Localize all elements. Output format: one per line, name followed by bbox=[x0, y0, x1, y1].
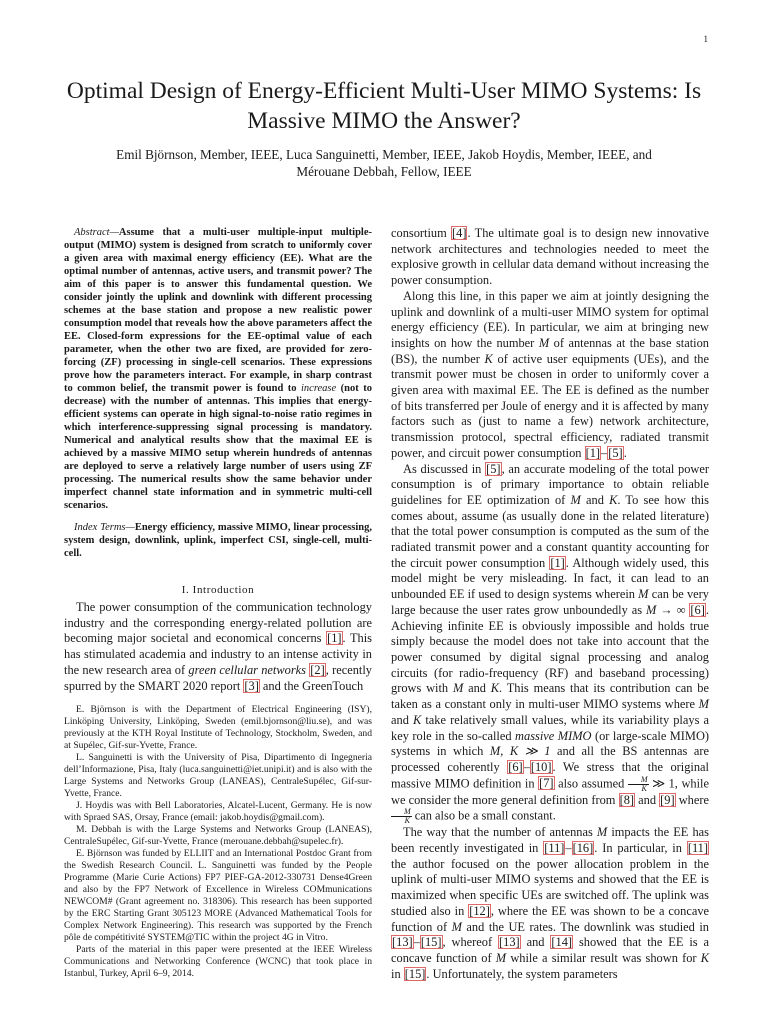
citation-link[interactable]: [6] bbox=[508, 759, 523, 774]
footnote: E. Björnson was funded by ELLIIT and an International Postdoc Grant from the Swedish Research Council. L. Sanguinetti was funded by the People Programme (Marie Curie Actions) FP7 PIEF-GA-2012-330731 Dense4Green and also by the FP7 Network of Excellence in Wireless COMmunications NEWCOM# (Grant agreement no. 318306). This research has been supported by the ERC Starting Grant 305123 MORE (Advanced Mathematical Tools for Complex Network Engineering). This research was supported by the French pôle de compétitivité SYSTEM@TIC within the project 4G in Vitro. bbox=[64, 848, 372, 944]
text-run: . This has stimulated academia and industry to an intense activity in the new research area of bbox=[64, 631, 372, 677]
text-run: of active user equipments (UEs), and the transmit power must be chosen in order to uniformly cover a given area with maximal EE. The EE is defined as the number of bits transferred per Joule of energy and it is affected by many factors such as (just to name a few) network architecture, transmission protocol, spectral efficiency, radiated transmit power, and circuit power consumption bbox=[391, 351, 709, 460]
abstract-text: Assume that a multi-user multiple-input multiple-output (MIMO) system is designed from scratch to uniformly cover a given area with maximal energy efficiency (EE). What are the optimal number of antennas, active users, and transmit power? The aim of this paper is to answer this fundamental question. We consider jointly the uplink and downlink with different processing schemes at the base station and propose a new realistic power consumption model that reveals how the above parameters affect the EE. Closed-form expressions for the EE-optimal value of each parameter, when the other two are fixed, are provided for zero-forcing (ZF) processing in single-cell scenarios. These expressions prove how the parameters interact. For example, in sharp contrast to common belief, the transmit power is found to bbox=[64, 227, 372, 394]
citation-link[interactable]: [5] bbox=[608, 445, 623, 460]
citation-link[interactable]: [15] bbox=[420, 935, 442, 950]
text-run: also assumed bbox=[554, 775, 628, 790]
footnote: L. Sanguinetti is with the University of Pisa, Dipartimento di Ingegneria dell’Informazione, Pisa, Italy (luca.sanguinetti@iet.unipi.it) and is also with the Large Systems and Networks Group (LANEAS), CentraleSupélec, Gif-sur-Yvette, France. bbox=[64, 752, 372, 800]
citation-link[interactable]: [8] bbox=[619, 792, 635, 807]
text-run: . Although widely used, this model might be very misleading. In fact, it can lead to an unbounded EE if used to design systems wherein bbox=[391, 555, 709, 602]
citation-link[interactable]: [16] bbox=[572, 841, 594, 856]
math-symbol: M bbox=[538, 335, 550, 350]
footnote: J. Hoydis was with Bell Laboratories, Alcatel-Lucent, Germany. He is now with Spraed SAS, Orsay, France (email: jakob.hoydis@gmail.com). bbox=[64, 800, 372, 824]
footnotes bbox=[64, 704, 372, 980]
abstract bbox=[64, 226, 372, 512]
index-terms-text: Energy efficiency, massive MIMO, linear processing, system design, downlink, uplink, imperfect CSI, single-cell, multi-cell. bbox=[64, 522, 372, 559]
fraction-numerator: M bbox=[628, 776, 649, 785]
text-run: can be very large because the user rates grow unboundedly as bbox=[391, 587, 709, 617]
text-run: . bbox=[623, 445, 627, 460]
index-terms-label: Index Terms— bbox=[74, 522, 135, 533]
citation-link[interactable]: [9] bbox=[660, 792, 675, 807]
intro-paragraph bbox=[64, 600, 372, 694]
text-run: . In particular, in bbox=[594, 841, 687, 856]
math-symbol: M bbox=[638, 587, 649, 602]
text-run: and bbox=[520, 935, 551, 950]
footnote: E. Björnson is with the Department of Electrical Engineering (ISY), Linköping University, Linköping, Sweden (emil.bjornson@liu.se), and was previously at the KTH Royal Institute of Technology, Stockholm, Sweden, and at Supélec, Gif-sur-Yvette, France. bbox=[64, 704, 372, 752]
citation-link[interactable]: [13] bbox=[392, 935, 413, 950]
paper-title: Optimal Design of Energy-Efficient Multi-User MIMO Systems: Is Massive MIMO the Answer? bbox=[66, 78, 702, 134]
math-symbol: K bbox=[413, 712, 422, 727]
text-run: can also be a small constant. bbox=[411, 808, 556, 823]
citation-link[interactable]: [1] bbox=[550, 555, 565, 570]
body-paragraph bbox=[391, 825, 709, 982]
text-run: the author focused on the power allocation problem in the uplink of multi-user MIMO systems and showed that the EE is maximized when specific UEs are switched off. The uplink was studied also in bbox=[391, 856, 709, 918]
text-run: Along this line, in this paper we aim at jointly designing the uplink and downlink of a multi-user MIMO system for optimal energy efficiency (EE). In particular, we aim at bringing new insights on how the number bbox=[391, 288, 709, 350]
citation-link[interactable]: [15] bbox=[404, 966, 426, 981]
text-run: The way that the number of antennas bbox=[403, 825, 597, 840]
math-symbol: M bbox=[451, 919, 462, 934]
text-run: – bbox=[413, 935, 420, 950]
math-symbol: K bbox=[700, 950, 709, 965]
author-line-2: Mérouane Debbah, Fellow, IEEE bbox=[296, 164, 472, 179]
text-run: As discussed in bbox=[403, 461, 486, 476]
math-expression: M → ∞ bbox=[646, 602, 686, 617]
citation-link[interactable]: [2] bbox=[310, 662, 325, 677]
math-symbol: M bbox=[570, 492, 581, 507]
fraction bbox=[628, 776, 649, 793]
text-run: . This means that its contribution can be taken as a constant only in multi-user MIMO systems where bbox=[391, 681, 710, 712]
body-paragraph bbox=[391, 289, 709, 462]
text-run: consortium bbox=[391, 226, 452, 240]
text-run: and the UE rates. The downlink was studied in bbox=[461, 919, 709, 934]
abstract-label: Abstract— bbox=[74, 227, 119, 238]
text-run: (or large-scale MIMO) systems in which bbox=[391, 728, 710, 759]
math-symbol: M bbox=[495, 950, 507, 965]
citation-link[interactable]: [14] bbox=[551, 935, 573, 950]
text-run: impacts the EE has been recently investigated in bbox=[391, 825, 709, 856]
text-run: , whereof bbox=[442, 935, 499, 950]
fraction-denominator: K bbox=[641, 783, 647, 793]
text-run: , recently spurred by the SMART 2020 report bbox=[64, 662, 372, 693]
math-expression: M, K ≫ 1 bbox=[489, 744, 551, 759]
math-symbol: M bbox=[452, 681, 464, 696]
text-run: . Achieving infinite EE is obviously impossible and holds true simply because the model does not take into account that the power consumed by digital signal processing and analog circuits (for radio-frequency (RF) and baseband processing) grows with bbox=[391, 602, 709, 696]
math-symbol: K bbox=[609, 492, 618, 507]
text-run: – bbox=[523, 759, 530, 774]
abstract-text-2: (not to decrease) with the number of antennas. This implies that energy-efficient systems can operate in high signal-to-noise ratio regimes in which interference-suppressing signal processing is mandatory. Numerical and analytical results show that the maximal EE is achieved by a massive MIMO setup wherein hundreds of antennas are deployed to serve a relatively large number of users using ZF processing. The numerical results show the same behavior under imperfect channel state information and in symmetric multi-cell scenarios. bbox=[64, 383, 372, 511]
text-run: and bbox=[580, 492, 610, 507]
page-number: 1 bbox=[703, 34, 708, 44]
math-symbol: M bbox=[698, 697, 709, 712]
emphasis: green cellular networks bbox=[188, 662, 306, 677]
left-column bbox=[64, 226, 372, 980]
author-list bbox=[60, 146, 708, 180]
abstract-emphasis: increase bbox=[301, 383, 337, 394]
body-paragraph bbox=[391, 226, 709, 289]
citation-link[interactable]: [10] bbox=[530, 759, 552, 774]
citation-link[interactable]: [1] bbox=[585, 445, 601, 460]
author-line-1: Emil Björnson, Member, IEEE, Luca Sanguinetti, Member, IEEE, Jakob Hoydis, Member, IEEE, and bbox=[116, 147, 652, 162]
citation-link[interactable]: [3] bbox=[244, 678, 259, 693]
citation-link[interactable]: [11] bbox=[687, 841, 708, 856]
fraction-numerator: M bbox=[391, 808, 412, 817]
text-run: and all the BS antennas are processed coherently bbox=[391, 744, 709, 774]
text-run: – bbox=[565, 841, 572, 856]
text-run: in bbox=[391, 966, 404, 981]
text-run: . To see how this comes about, assume (as usually done in the related literature) that the total power consumption is computed as the sum of the radiated transmit power and a constant quantity accounting for the circuit power consumption bbox=[391, 492, 709, 570]
text-run: and the GreenTouch bbox=[259, 678, 364, 693]
footnote: M. Debbah is with the Large Systems and Networks Group (LANEAS), CentraleSupélec, Gif-sur-Yvette, France (merouane.debbah@supelec.fr). bbox=[64, 824, 372, 848]
footnote: Parts of the material in this paper were presented at the IEEE Wireless Communications and Networking Conference (WCNC) that took place in Istanbul, Turkey, April 6–9, 2014. bbox=[64, 944, 372, 980]
text-run: . Unfortunately, the system parameters bbox=[426, 966, 618, 981]
fraction-denominator: K bbox=[404, 816, 410, 826]
text-run: , where the EE was shown to be a concave function of bbox=[391, 903, 710, 934]
citation-link[interactable]: [7] bbox=[539, 775, 554, 790]
citation-link[interactable]: [12] bbox=[469, 903, 490, 918]
text-run: showed that the EE is a concave function of bbox=[391, 935, 709, 965]
text-run: ≫ 1, while we consider the more general definition from bbox=[391, 775, 709, 807]
citation-link[interactable]: [5] bbox=[486, 461, 501, 476]
citation-link[interactable]: [11] bbox=[544, 841, 565, 856]
section-heading-introduction: I. Introduction bbox=[181, 584, 255, 596]
body-paragraph bbox=[391, 462, 709, 826]
text-run: of antennas at the base station (BS), the number bbox=[391, 335, 709, 366]
citation-link[interactable]: [1] bbox=[327, 631, 342, 646]
text-run: where bbox=[675, 792, 709, 807]
math-symbol: K bbox=[490, 681, 500, 696]
text-run: . The ultimate goal is to design new innovative network architectures and technologies needed to meet the explosive growth in cellular data demand without increasing the power consumption. bbox=[391, 226, 709, 288]
text-run: and bbox=[391, 712, 413, 727]
citation-link[interactable]: [6] bbox=[690, 602, 705, 617]
text-run: . We stress that the original massive MIMO definition in bbox=[391, 759, 710, 790]
right-column bbox=[391, 226, 709, 982]
fraction bbox=[391, 808, 412, 825]
text-run: The power consumption of the communication technology industry and the corresponding energy-related pollution are becoming major societal and economical concerns bbox=[64, 600, 372, 646]
text-run: take relatively small values, while its variability plays a key role in the so-called bbox=[391, 712, 709, 743]
text-run: – bbox=[601, 445, 608, 460]
citation-link[interactable]: [13] bbox=[499, 935, 520, 950]
math-symbol: M bbox=[596, 825, 608, 840]
text-run: while a similar result was shown for bbox=[506, 950, 701, 965]
emphasis: massive MIMO bbox=[515, 728, 592, 743]
index-terms bbox=[64, 521, 372, 560]
text-run: and bbox=[635, 792, 660, 807]
citation-link[interactable]: [4] bbox=[452, 226, 467, 240]
text-run: and bbox=[463, 681, 491, 696]
math-symbol: K bbox=[484, 351, 493, 366]
text-run: , an accurate modeling of the total power consumption is of primary importance to obtain reliable guidelines for EE optimization of bbox=[391, 461, 709, 507]
